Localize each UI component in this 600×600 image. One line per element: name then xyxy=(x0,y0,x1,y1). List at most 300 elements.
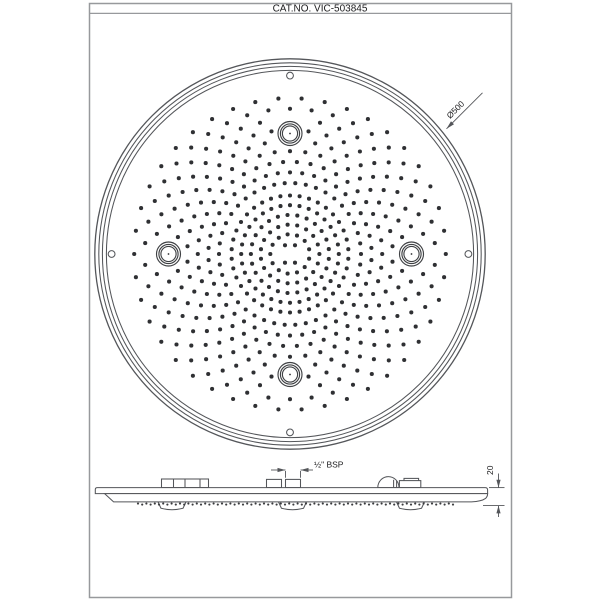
band-nozzle-dot xyxy=(423,503,425,505)
nozzle-dot xyxy=(278,204,282,208)
nozzle-dot xyxy=(267,342,271,346)
nozzle-dot xyxy=(387,160,391,164)
boss-center-mark xyxy=(168,253,170,255)
nozzle-dot xyxy=(225,383,229,387)
nozzle-dot xyxy=(271,261,275,265)
nozzle-dot xyxy=(204,343,208,347)
nozzle-dot xyxy=(148,184,152,188)
band-nozzle-dot xyxy=(410,504,412,506)
nozzle-dot xyxy=(283,261,287,265)
nozzle-dot xyxy=(278,194,282,198)
nozzle-dot xyxy=(263,363,267,367)
nozzle-dot xyxy=(320,275,324,279)
nozzle-dot xyxy=(245,292,249,296)
nozzle-dot xyxy=(313,141,317,145)
nozzle-dot xyxy=(366,387,370,391)
nozzle-dot xyxy=(250,242,254,246)
swivel-dome xyxy=(378,477,399,488)
band-nozzle-dot xyxy=(187,503,189,505)
nozzle-dot xyxy=(177,176,181,180)
nozzle-dot xyxy=(364,222,368,226)
band-nozzle-dot xyxy=(305,503,307,505)
nozzle-dot xyxy=(267,162,271,166)
nozzle-dot xyxy=(181,314,185,318)
nozzle-dot xyxy=(199,201,203,205)
nozzle-dot xyxy=(252,190,256,194)
nozzle-dot xyxy=(316,303,320,307)
band-nozzle-dot xyxy=(208,504,210,506)
nozzle-dot xyxy=(364,304,368,308)
nozzle-dot xyxy=(210,387,214,391)
nozzle-dot xyxy=(139,298,143,302)
nozzle-dot xyxy=(329,146,333,150)
nozzle-dot xyxy=(224,303,228,307)
nozzle-dot xyxy=(358,327,362,331)
nozzle-dot xyxy=(217,211,221,215)
nozzle-dot xyxy=(307,207,311,211)
band-nozzle-dot xyxy=(406,503,408,505)
nozzle-dot xyxy=(236,204,240,208)
nozzle-dot xyxy=(387,358,391,362)
band-nozzle-dot xyxy=(250,504,252,506)
band-nozzle-dot xyxy=(372,503,374,505)
nozzle-dot xyxy=(295,214,299,218)
nozzle-dot xyxy=(342,228,346,232)
nozzle-dot xyxy=(286,223,290,227)
nozzle-dot xyxy=(261,211,265,215)
nozzle-dot xyxy=(305,217,309,221)
nozzle-dot xyxy=(351,383,355,387)
nozzle-dot xyxy=(254,166,258,170)
nozzle-dot xyxy=(196,252,200,256)
nozzle-dot xyxy=(442,275,446,279)
nozzle-dot xyxy=(224,201,228,205)
band-nozzle-dot xyxy=(154,503,156,505)
nozzle-dot xyxy=(205,329,209,333)
nozzle-dot xyxy=(314,318,318,322)
nozzle-dot xyxy=(368,188,372,192)
nozzle-dot xyxy=(320,229,324,233)
nozzle-dot xyxy=(332,307,336,311)
nozzle-dot xyxy=(134,229,138,233)
nozzle-dot xyxy=(253,217,257,221)
nozzle-dot xyxy=(329,279,333,283)
nozzle-dot xyxy=(433,263,437,267)
band-nozzle-dot xyxy=(439,503,441,505)
nozzle-dot xyxy=(334,172,338,176)
band-nozzle-dot xyxy=(448,503,450,505)
nozzle-dot xyxy=(252,298,256,302)
nozzle-dot xyxy=(159,164,163,168)
band-nozzle-dot xyxy=(360,504,362,506)
nozzle-dot xyxy=(369,258,373,262)
nozzle-dot xyxy=(390,301,394,305)
nozzle-dot xyxy=(395,190,399,194)
nozzle-dot xyxy=(300,333,304,337)
nozzle-dot xyxy=(331,212,335,216)
nozzle-dot xyxy=(345,154,349,158)
nozzle-dot xyxy=(283,323,287,327)
band-nozzle-dot xyxy=(435,504,437,506)
nozzle-dot xyxy=(143,263,147,267)
nozzle-dot xyxy=(359,252,363,256)
nozzle-dot xyxy=(300,97,304,101)
nozzle-dot xyxy=(266,396,270,400)
nozzle-dot xyxy=(153,305,157,309)
band-nozzle-dot xyxy=(313,503,315,505)
thickness-label: 20 xyxy=(484,465,495,476)
nozzle-dot xyxy=(369,246,373,250)
nozzle-dot xyxy=(304,321,308,325)
nozzle-dot xyxy=(276,407,280,411)
nozzle-dot xyxy=(204,161,208,165)
nozzle-dot xyxy=(276,225,280,229)
nozzle-dot xyxy=(176,269,180,273)
nozzle-dot xyxy=(322,286,326,290)
nozzle-dot xyxy=(174,342,178,346)
nozzle-dot xyxy=(208,188,212,192)
nozzle-dot xyxy=(263,141,267,145)
shower-head-side-view xyxy=(95,460,504,518)
nozzle-dot xyxy=(355,369,359,373)
nozzle-dot xyxy=(340,300,344,304)
nozzle-dot xyxy=(342,140,346,144)
nozzle-dot xyxy=(220,231,224,235)
nozzle-dot xyxy=(390,260,394,264)
nozzle-dot xyxy=(220,273,224,277)
nozzle-dot xyxy=(444,252,448,256)
nozzle-dot xyxy=(346,247,350,251)
nozzle-dot xyxy=(421,272,425,276)
nozzle-dot xyxy=(232,192,236,196)
band-nozzle-dot xyxy=(297,503,299,505)
band-nozzle-dot xyxy=(166,504,168,506)
nozzle-dot xyxy=(224,283,228,287)
nozzle-dot xyxy=(433,241,437,245)
nozzle-dot xyxy=(285,291,289,295)
band-nozzle-dot xyxy=(364,503,366,505)
nozzle-dot xyxy=(240,242,244,246)
nozzle-dot xyxy=(252,206,256,210)
nozzle-dot xyxy=(174,358,178,362)
nozzle-dot xyxy=(264,174,268,178)
nozzle-dot xyxy=(146,284,150,288)
bracket-right-body xyxy=(399,481,420,488)
nozzle-dot xyxy=(262,186,266,190)
nozzle-dot xyxy=(417,340,421,344)
nozzle-dot xyxy=(346,167,350,171)
nozzle-dot xyxy=(247,358,251,362)
nozzle-dot xyxy=(173,297,177,301)
nozzle-dot xyxy=(340,204,344,208)
nozzle-dot xyxy=(437,298,441,302)
band-nozzle-dot xyxy=(150,504,152,506)
band-nozzle-dot xyxy=(246,503,248,505)
mounting-boss xyxy=(278,363,302,387)
nozzle-dot xyxy=(437,206,441,210)
nozzle-dot xyxy=(396,219,400,223)
nozzle-dot xyxy=(288,170,292,174)
nozzle-dot xyxy=(245,113,249,117)
nozzle-dot xyxy=(315,211,319,215)
band-nozzle-dot xyxy=(347,503,349,505)
nozzle-dot xyxy=(159,212,163,216)
nozzle-dot xyxy=(288,301,292,305)
nozzle-dot xyxy=(208,316,212,320)
nozzle-dot xyxy=(346,257,350,261)
band-nozzle-dot xyxy=(376,504,378,506)
nozzle-dot xyxy=(345,397,349,401)
band-nozzle-dot xyxy=(284,504,286,506)
nozzle-dot xyxy=(318,383,322,387)
band-nozzle-dot xyxy=(309,504,311,506)
nozzle-dot xyxy=(417,292,421,296)
band-nozzle-dot xyxy=(393,504,395,506)
mounting-boss xyxy=(278,122,302,146)
nozzle-dot xyxy=(395,314,399,318)
nozzle-dot xyxy=(306,129,310,133)
band-nozzle-dot xyxy=(225,504,227,506)
bsp-dimension xyxy=(271,460,344,478)
nozzle-dot xyxy=(430,220,434,224)
nozzle-dot xyxy=(300,171,304,175)
nozzle-dot xyxy=(259,279,263,283)
nozzle-dot xyxy=(358,177,362,181)
nozzle-dot xyxy=(244,307,248,311)
nozzle-dot xyxy=(185,244,189,248)
nozzle-dot xyxy=(229,292,233,296)
nozzle-dot xyxy=(218,149,222,153)
boss-center-mark xyxy=(289,133,291,135)
nozzle-dot xyxy=(347,212,351,216)
band-nozzle-dot xyxy=(330,503,332,505)
nozzle-dot xyxy=(307,197,311,201)
nozzle-dot xyxy=(355,135,359,139)
nozzle-dot xyxy=(311,234,315,238)
nozzle-dot xyxy=(382,316,386,320)
nozzle-dot xyxy=(368,234,372,238)
nozzle-dot xyxy=(307,247,311,251)
nozzle-dot xyxy=(234,228,238,232)
band-nozzle-dot xyxy=(301,504,303,506)
nozzle-dot xyxy=(337,377,341,381)
nozzle-dot xyxy=(254,338,258,342)
nozzle-dot xyxy=(384,290,388,294)
nozzle-dot xyxy=(281,344,285,348)
nozzle-dot xyxy=(387,146,391,150)
nozzle-dot xyxy=(231,154,235,158)
nozzle-dot xyxy=(159,340,163,344)
nozzle-dot xyxy=(306,375,310,379)
nozzle-dot xyxy=(230,180,234,184)
nozzle-dot xyxy=(311,270,315,274)
nozzle-dot xyxy=(261,293,265,297)
nozzle-dot xyxy=(258,121,262,125)
nozzle-dot xyxy=(217,293,221,297)
mounting-boss xyxy=(400,242,424,266)
nozzle-dot xyxy=(221,135,225,139)
nozzle-dot xyxy=(333,159,337,163)
nozzle-dot xyxy=(192,290,196,294)
nozzle-dot xyxy=(253,178,257,182)
nozzle-dot xyxy=(167,280,171,284)
nozzle-dot xyxy=(300,407,304,411)
band-nozzle-dot xyxy=(183,504,185,506)
bsp-inlet-block xyxy=(286,479,301,487)
nozzle-dot xyxy=(230,324,234,328)
nozzle-dot xyxy=(356,273,360,277)
mounting-bracket-left xyxy=(162,479,209,488)
nozzle-dot xyxy=(295,270,299,274)
band-nozzle-dot xyxy=(276,504,278,506)
nozzle-dot xyxy=(379,238,383,242)
nozzle-dot xyxy=(229,212,233,216)
nozzle-dot xyxy=(368,316,372,320)
nozzle-dot xyxy=(428,320,432,324)
nozzle-dot xyxy=(253,404,257,408)
nozzle-dot xyxy=(316,261,320,265)
nozzle-dot xyxy=(167,194,171,198)
underside-dome xyxy=(397,502,425,510)
nozzle-dot xyxy=(310,108,314,112)
band-nozzle-dot xyxy=(339,503,341,505)
nozzle-dot xyxy=(368,270,372,274)
nozzle-dot xyxy=(286,281,290,285)
nozzle-dot xyxy=(207,246,211,250)
nozzle-dot xyxy=(324,370,328,374)
nozzle-dot xyxy=(191,329,195,333)
nozzle-dot xyxy=(269,129,273,133)
mounting-boss xyxy=(157,242,181,266)
nozzle-dot xyxy=(303,150,307,154)
nozzle-dot xyxy=(356,189,360,193)
nozzle-dot xyxy=(364,200,368,204)
nozzle-dot xyxy=(372,147,376,151)
nozzle-dot xyxy=(337,252,341,256)
nozzle-dot xyxy=(268,252,272,256)
nozzle-dot xyxy=(313,282,317,286)
nozzle-dot xyxy=(333,233,337,237)
nozzle-dot xyxy=(276,97,280,101)
underside-dome xyxy=(279,502,307,510)
nozzle-dot xyxy=(297,300,301,304)
band-nozzle-dot xyxy=(318,504,320,506)
nozzle-dot xyxy=(409,280,413,284)
nozzle-dot xyxy=(343,312,347,316)
nozzle-dot xyxy=(331,391,335,395)
nozzle-dot xyxy=(234,140,238,144)
nozzle-dot xyxy=(167,310,171,314)
nozzle-dot xyxy=(343,192,347,196)
nozzle-dot xyxy=(250,262,254,266)
nozzle-dot xyxy=(312,330,316,334)
dimension-arrowhead xyxy=(496,480,500,488)
nozzle-dot xyxy=(390,244,394,248)
band-nozzle-dot xyxy=(158,504,160,506)
band-nozzle-dot xyxy=(414,503,416,505)
nozzle-dot xyxy=(313,222,317,226)
band-nozzle-dot xyxy=(255,503,257,505)
nozzle-dot xyxy=(414,325,418,329)
nozzle-dot xyxy=(323,313,327,317)
nozzle-dot xyxy=(316,242,320,246)
nozzle-dot xyxy=(197,238,201,242)
nozzle-dot xyxy=(212,222,216,226)
band-nozzle-dot xyxy=(234,504,236,506)
nozzle-dot xyxy=(331,292,335,296)
nozzle-dot xyxy=(382,188,386,192)
nozzle-dot xyxy=(371,212,375,216)
band-nozzle-dot xyxy=(427,504,429,506)
nozzle-dot xyxy=(380,252,384,256)
nozzle-dot xyxy=(243,233,247,237)
nozzle-dot xyxy=(428,184,432,188)
nozzle-dot xyxy=(162,325,166,329)
nozzle-dot xyxy=(322,217,326,221)
nozzle-dot xyxy=(259,225,263,229)
nozzle-dot xyxy=(377,201,381,205)
band-nozzle-dot xyxy=(368,504,370,506)
band-nozzle-dot xyxy=(322,503,324,505)
nozzle-dot xyxy=(295,234,299,238)
band-nozzle-dot xyxy=(326,504,328,506)
nozzle-dot xyxy=(232,312,236,316)
nozzle-dot xyxy=(247,146,251,150)
nozzle-dot xyxy=(191,130,195,134)
nozzle-dot xyxy=(194,188,198,192)
nozzle-dot xyxy=(366,117,370,121)
nozzle-dot xyxy=(327,257,331,261)
nozzle-dot xyxy=(259,247,263,251)
nozzle-dot xyxy=(251,370,255,374)
nozzle-dot xyxy=(370,372,374,376)
body-top-plate xyxy=(95,488,487,494)
nozzle-dot xyxy=(205,175,209,179)
band-nozzle-dot xyxy=(217,504,219,506)
nozzle-dot xyxy=(372,161,376,165)
nozzle-dot xyxy=(409,224,413,228)
nozzle-dot xyxy=(231,266,235,270)
nozzle-dot xyxy=(421,232,425,236)
dimension-arrowhead xyxy=(278,468,286,472)
nozzle-dot xyxy=(334,185,338,189)
nozzle-dot xyxy=(254,233,258,237)
nozzle-dot xyxy=(337,127,341,131)
nozzle-dot xyxy=(242,319,246,323)
body-face-plate xyxy=(105,494,488,502)
nozzle-dot xyxy=(236,300,240,304)
nozzle-dot xyxy=(329,358,333,362)
nozzle-dot xyxy=(286,272,290,276)
nozzle-dot xyxy=(385,130,389,134)
screw-hole xyxy=(108,251,115,258)
nozzle-dot xyxy=(423,305,427,309)
nozzle-dot xyxy=(239,252,243,256)
nozzle-dot xyxy=(323,178,327,182)
nozzle-dot xyxy=(333,271,337,275)
band-nozzle-dot xyxy=(288,503,290,505)
nozzle-dot xyxy=(221,369,225,373)
nozzle-dot xyxy=(218,177,222,181)
nozzle-dot xyxy=(295,280,299,284)
dimension-arrowhead xyxy=(496,506,500,514)
nozzle-dot xyxy=(323,100,327,104)
nozzle-dot xyxy=(307,257,311,261)
nozzle-dot xyxy=(167,224,171,228)
nozzle-dot xyxy=(245,212,249,216)
nozzle-dot xyxy=(176,235,180,239)
nozzle-dot xyxy=(352,221,356,225)
